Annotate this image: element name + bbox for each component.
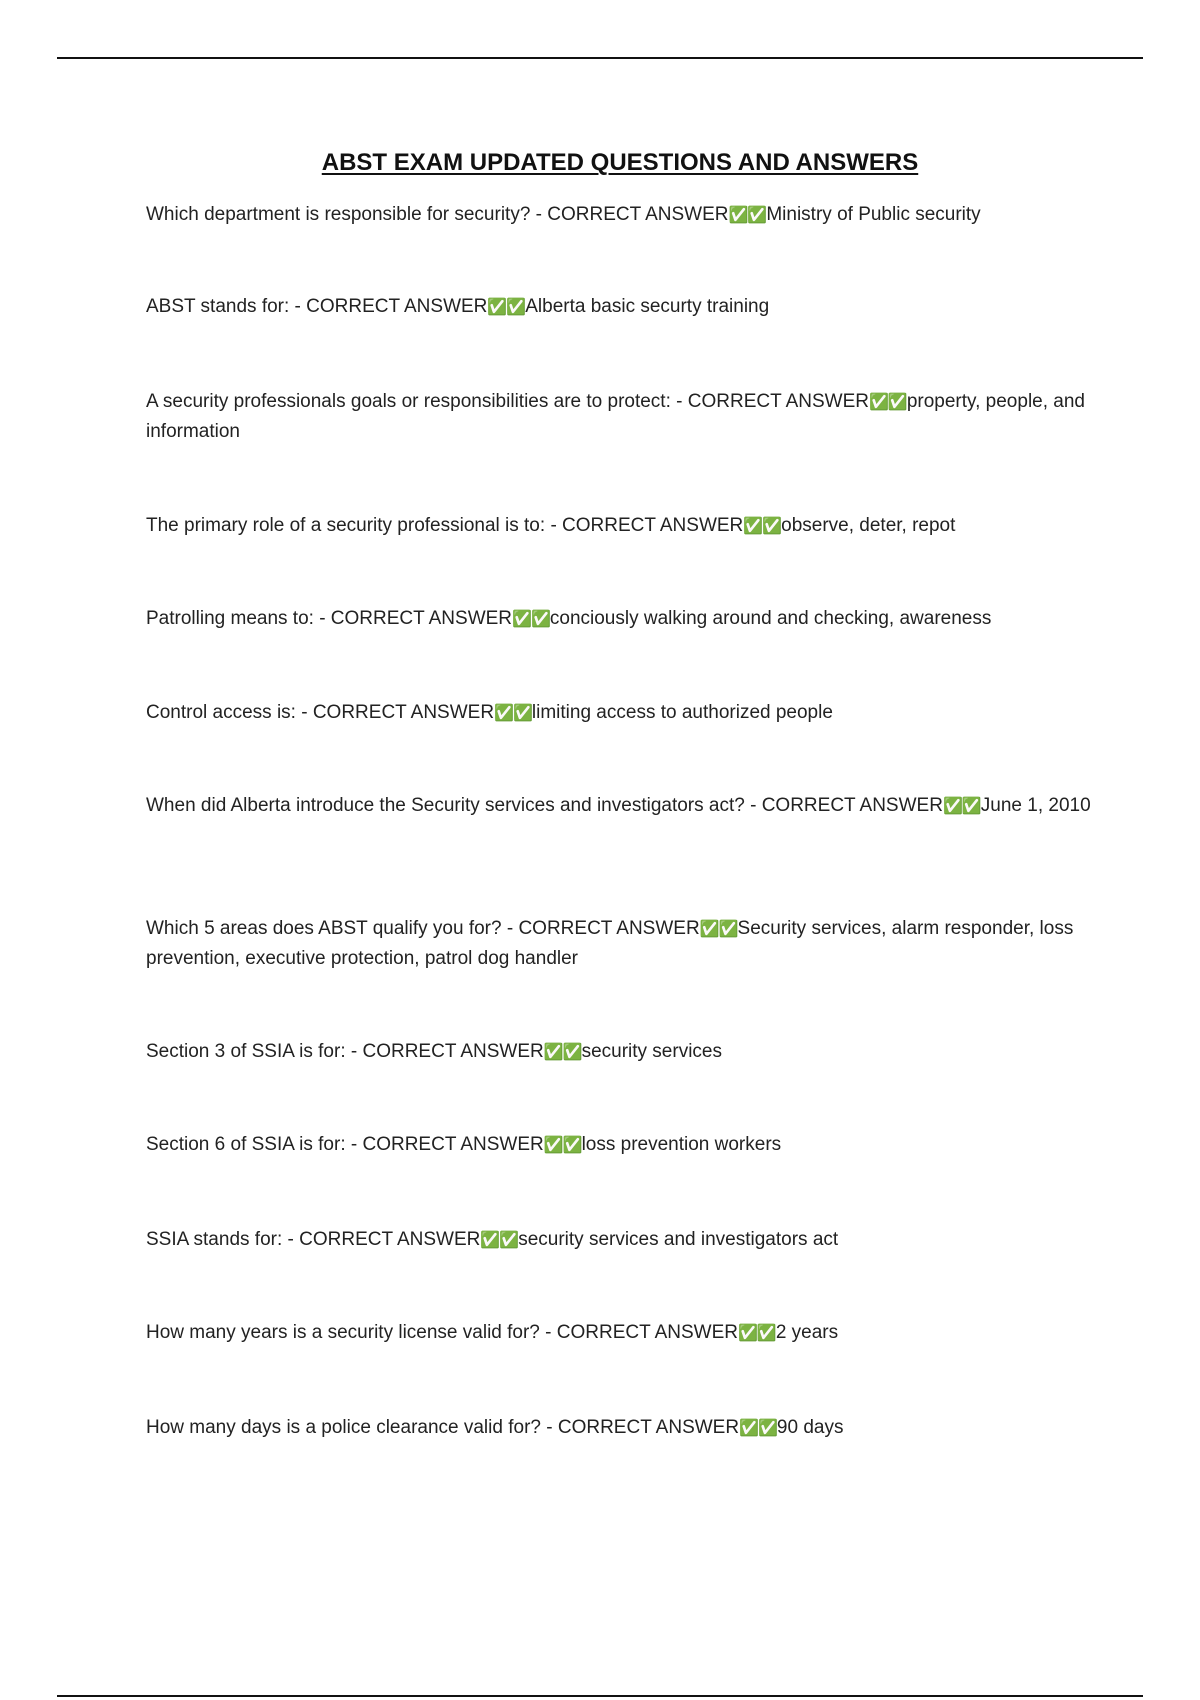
answer-marker: - CORRECT ANSWER (295, 702, 495, 723)
answer: June 1, 2010 (980, 795, 1091, 816)
answer-marker: - CORRECT ANSWER (545, 515, 744, 536)
check-icon: ✅✅ (942, 796, 981, 815)
check-icon: ✅✅ (739, 1418, 777, 1437)
check-icon: ✅✅ (743, 516, 782, 535)
check-icon: ✅✅ (487, 297, 526, 316)
qa-item-10 (146, 1130, 1101, 1160)
answer-marker: - CORRECT ANSWER (539, 1322, 738, 1343)
check-icon: ✅✅ (512, 609, 550, 628)
answer: 2 years (775, 1322, 839, 1343)
qa-item-12 (146, 1318, 1101, 1348)
answer-marker: - CORRECT ANSWER (313, 608, 513, 629)
question: Section 3 of SSIA is for: (146, 1041, 346, 1062)
question: Section 6 of SSIA is for: (146, 1134, 346, 1155)
check-icon: ✅✅ (868, 392, 907, 411)
qa-item-2 (146, 292, 1101, 322)
answer-marker: - CORRECT ANSWER (345, 1134, 544, 1155)
check-icon: ✅✅ (480, 1230, 519, 1249)
qa-item-6 (146, 698, 1101, 728)
question: Control access is: (146, 702, 296, 723)
question: The primary role of a security professional is to: (146, 515, 546, 536)
question: When did Alberta introduce the Security services and investigators act? (146, 795, 745, 816)
question: ABST stands for: (146, 296, 290, 317)
answer-marker: - CORRECT ANSWER (670, 391, 869, 412)
answer-marker: - CORRECT ANSWER (345, 1041, 544, 1062)
answer-marker: - CORRECT ANSWER (501, 918, 700, 939)
qa-item-8 (146, 914, 1101, 974)
qa-item-3 (146, 387, 1101, 447)
check-icon: ✅✅ (494, 703, 532, 722)
question: Patrolling means to: (146, 608, 314, 629)
qa-item-9 (146, 1037, 1101, 1067)
answer: Ministry of Public security (766, 204, 981, 225)
answer: observe, deter, repot (781, 515, 956, 536)
answer: conciously walking around and checking, awareness (549, 608, 992, 629)
footer-rule (57, 1695, 1143, 1697)
answer-marker: - CORRECT ANSWER (282, 1229, 481, 1250)
qa-item-5 (146, 604, 1101, 634)
check-icon: ✅✅ (543, 1042, 582, 1061)
check-icon: ✅✅ (543, 1135, 582, 1154)
answer-marker: - CORRECT ANSWER (289, 296, 488, 317)
check-icon: ✅✅ (728, 205, 767, 224)
answer-marker: - CORRECT ANSWER (530, 204, 729, 225)
answer-marker: - CORRECT ANSWER (744, 795, 943, 816)
question: SSIA stands for: (146, 1229, 283, 1250)
question: A security professionals goals or responsibilities are to protect: (146, 391, 671, 412)
answer: limiting access to authorized people (531, 702, 833, 723)
qa-item-7 (146, 791, 1101, 821)
question: Which department is responsible for security? (146, 204, 531, 225)
qa-item-1 (146, 200, 1101, 230)
answer: Alberta basic securty training (525, 296, 770, 317)
question: How many days is a police clearance valid for? (146, 1417, 541, 1438)
qa-item-4 (146, 511, 1101, 541)
answer: security services and investigators act (518, 1229, 839, 1250)
answer-marker: - CORRECT ANSWER (540, 1417, 740, 1438)
check-icon: ✅✅ (737, 1323, 776, 1342)
qa-item-13 (146, 1413, 1101, 1443)
header-rule (57, 57, 1143, 59)
answer: property, people, and information (146, 391, 1085, 442)
answer: Security services, alarm responder, loss prevention, executive protection, patrol dog handler (146, 918, 1074, 969)
answer: loss prevention workers (581, 1134, 782, 1155)
question: Which 5 areas does ABST qualify you for? (146, 918, 502, 939)
document-title: ABST EXAM UPDATED QUESTIONS AND ANSWERS (321, 149, 919, 176)
question: How many years is a security license valid for? (146, 1322, 540, 1343)
check-icon: ✅✅ (699, 919, 738, 938)
answer: 90 days (776, 1417, 844, 1438)
qa-item-11 (146, 1225, 1101, 1255)
answer: security services (581, 1041, 722, 1062)
